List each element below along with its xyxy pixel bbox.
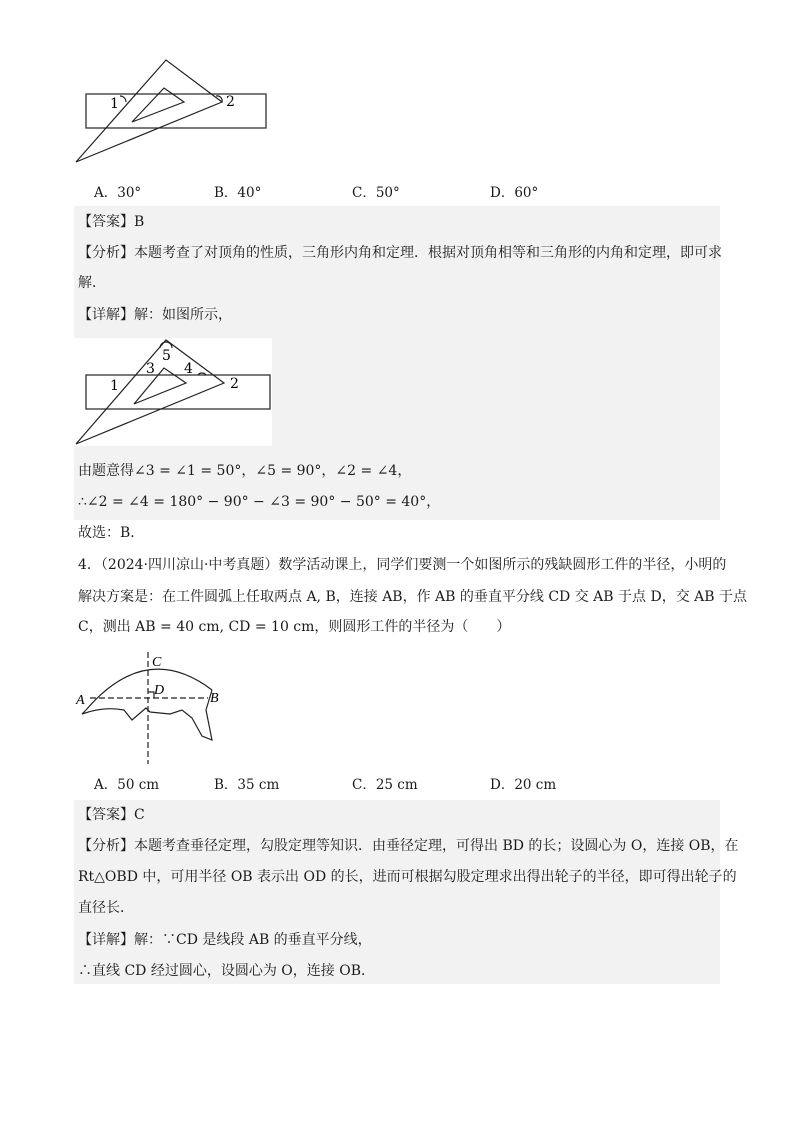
q3-option-a: A．30° (94, 185, 142, 201)
q4-figure (74, 648, 234, 768)
q4-option-a: A．50 cm (94, 777, 160, 793)
q3-triangle-inner (132, 88, 184, 122)
q3-triangle-outer (76, 60, 222, 162)
q3-answer: 【答案】B (78, 214, 145, 230)
q4-analysis-line3: 直径长． (78, 900, 134, 916)
q3-fig2-label-2: 2 (230, 376, 239, 392)
q4-answer: 【答案】C (78, 807, 145, 823)
q3-step1: 由题意得∠3 = ∠1 = 50°，∠5 = 90°，∠2 = ∠4， (78, 463, 412, 479)
q3-fig2-label-1: 1 (110, 378, 119, 394)
q3-fig2-label-3: 3 (146, 361, 155, 377)
q4-label-a: A (76, 693, 85, 708)
q3-option-b: B．40° (214, 185, 262, 201)
q3-label-2: 2 (226, 94, 235, 110)
q4-analysis-line1: 【分析】本题考查垂径定理，勾股定理等知识．由垂径定理，可得出 BD 的长；设圆心为 O，连接 OB，在 (78, 838, 739, 854)
q4-option-b: B．35 cm (214, 777, 280, 793)
q4-analysis-line2: Rt△OBD 中，可用半径 OB 表示出 OD 的长，进而可根据勾股定理求出得出轮子的半径，即可得出轮子的 (78, 869, 737, 885)
q3-figure (74, 58, 274, 166)
q3-analysis-line2: 解． (78, 275, 106, 291)
q4-option-c: C．25 cm (352, 777, 418, 793)
q4-arc (86, 669, 212, 710)
q4-detail-line1: 【详解】解：∵CD 是线段 AB 的垂直平分线， (78, 932, 372, 948)
q3-label-1: 1 (110, 96, 119, 112)
q4-detail-line2: ∴直线 CD 经过圆心，设圆心为 O，连接 OB． (78, 963, 375, 979)
q3-analysis-line1: 【分析】本题考查了对顶角的性质，三角形内角和定理．根据对顶角相等和三角形的内角和定理，即可求 (78, 245, 722, 261)
q3-step2: ∴∠2 = ∠4 = 180° − 90° − ∠3 = 90° − 50° = 40°， (78, 494, 441, 510)
q3-angle1-arc (120, 96, 126, 102)
q3-option-c: C．50° (352, 185, 400, 201)
q3-fig2-label-4: 4 (184, 361, 193, 377)
q4-stem-line2: 解决方案是：在工件圆弧上任取两点 A, B，连接 AB，作 AB 的垂直平分线 CD 交 AB 于点 D，交 AB 于点 (78, 589, 748, 605)
q4-option-d: D．20 cm (490, 777, 557, 793)
q3-option-d: D．60° (490, 185, 539, 201)
q3-detail-head: 【详解】解：如图所示， (78, 307, 232, 323)
q3-conclusion: 故选：B． (78, 525, 145, 541)
q3-fig2-label-5: 5 (162, 348, 171, 364)
q4-label-d: D (154, 683, 165, 698)
q4-stem-line3: C，测出 AB = 40 cm, CD = 10 cm，则圆形工件的半径为（ ） (78, 619, 511, 635)
q3-detail-figure (74, 338, 272, 446)
q4-answer-block (74, 800, 720, 984)
q4-stem-line1: 4．（2024·四川凉山·中考真题）数学活动课上，同学们要测一个如图所示的残缺圆形工件的半径，小明的 (78, 557, 727, 573)
q4-label-b: B (210, 691, 219, 706)
q4-label-c: C (152, 655, 162, 670)
